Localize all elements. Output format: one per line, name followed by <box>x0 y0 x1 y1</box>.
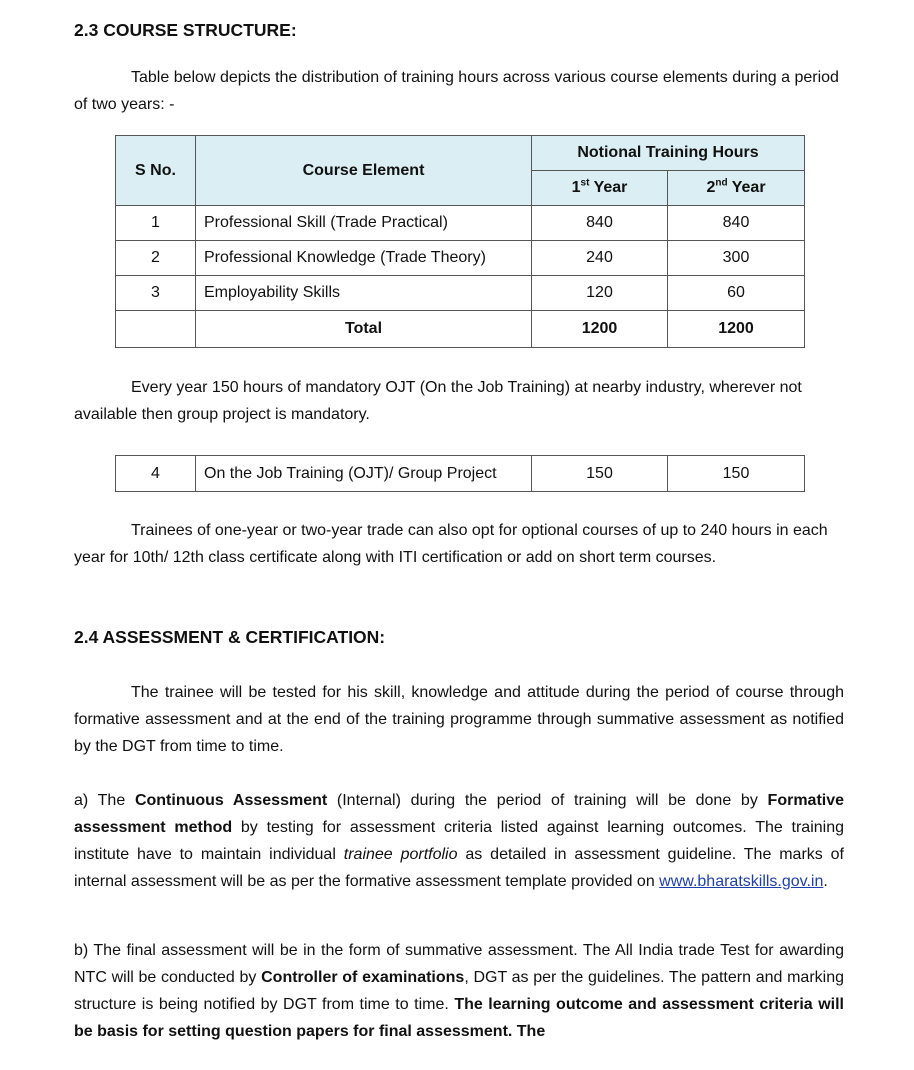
col-header-year1: 1st Year <box>532 171 668 206</box>
ojt-table <box>115 455 805 492</box>
col-header-sno: S No. <box>116 136 196 206</box>
training-hours-table <box>115 135 805 348</box>
section-heading-course-structure: 2.3 COURSE STRUCTURE: <box>74 20 297 40</box>
final-assessment-paragraph: b) The final assessment will be in the form of summative assessment. The All India trade Test for awarding NTC will be conducted by Controller of examinations, DGT as per the guidelines. The pattern and marking structure is being notified by DGT from time to time. The learning outcome and assessment criteria will be basis for setting question papers for final assessment. The <box>74 942 845 1040</box>
cell-sno: 4 <box>116 456 196 492</box>
table-total-row <box>116 311 805 348</box>
cell-total-empty <box>116 311 196 348</box>
ojt-note: Every year 150 hours of mandatory OJT (On the Job Training) at nearby industry, wherever not available then group project is mandatory. <box>74 379 802 423</box>
cell-element: Professional Skill (Trade Practical) <box>196 206 532 241</box>
cell-year2: 300 <box>668 241 805 276</box>
bharatskills-link[interactable]: www.bharatskills.gov.in <box>659 873 824 890</box>
col-header-year2: 2nd Year <box>668 171 805 206</box>
continuous-assessment-paragraph: a) The Continuous Assessment (Internal) during the period of training will be done by Formative assessment method by testing for assessment criteria listed against learning outcomes. The training institute have to maintain individual trainee portfolio as detailed in assessment guideline. The marks of internal assessment will be as per the formative assessment template provided on www.bharatskills.gov.in. <box>74 792 845 890</box>
cell-element: Professional Knowledge (Trade Theory) <box>196 241 532 276</box>
assessment-intro: The trainee will be tested for his skill, knowledge and attitude during the period of course through formative assessment and at the end of the training programme through summative assessment as notified by the DGT from time to time. <box>74 684 844 755</box>
section-heading-assessment: 2.4 ASSESSMENT & CERTIFICATION: <box>74 627 386 647</box>
cell-year1: 840 <box>532 206 668 241</box>
cell-total-year1: 1200 <box>532 311 668 348</box>
cell-total-label: Total <box>196 311 532 348</box>
course-structure-intro: Table below depicts the distribution of training hours across various course elements during a period of two years: - <box>74 69 839 113</box>
cell-year1: 240 <box>532 241 668 276</box>
cell-sno: 3 <box>116 276 196 311</box>
cell-total-year2: 1200 <box>668 311 805 348</box>
table-row <box>116 241 805 276</box>
cell-sno: 2 <box>116 241 196 276</box>
cell-element: Employability Skills <box>196 276 532 311</box>
col-header-course-element: Course Element <box>196 136 532 206</box>
optional-courses-note: Trainees of one-year or two-year trade can also opt for optional courses of up to 240 hours in each year for 10th/ 12th class certificate along with ITI certification or add on short term courses. <box>74 522 828 566</box>
cell-sno: 1 <box>116 206 196 241</box>
table-row <box>116 456 805 492</box>
col-header-notional-hours: Notional Training Hours <box>532 136 805 171</box>
cell-year2: 840 <box>668 206 805 241</box>
cell-year1: 120 <box>532 276 668 311</box>
cell-year1: 150 <box>532 456 668 492</box>
cell-year2: 60 <box>668 276 805 311</box>
cell-year2: 150 <box>668 456 805 492</box>
table-row <box>116 276 805 311</box>
table-row <box>116 206 805 241</box>
cell-element: On the Job Training (OJT)/ Group Project <box>196 456 532 492</box>
